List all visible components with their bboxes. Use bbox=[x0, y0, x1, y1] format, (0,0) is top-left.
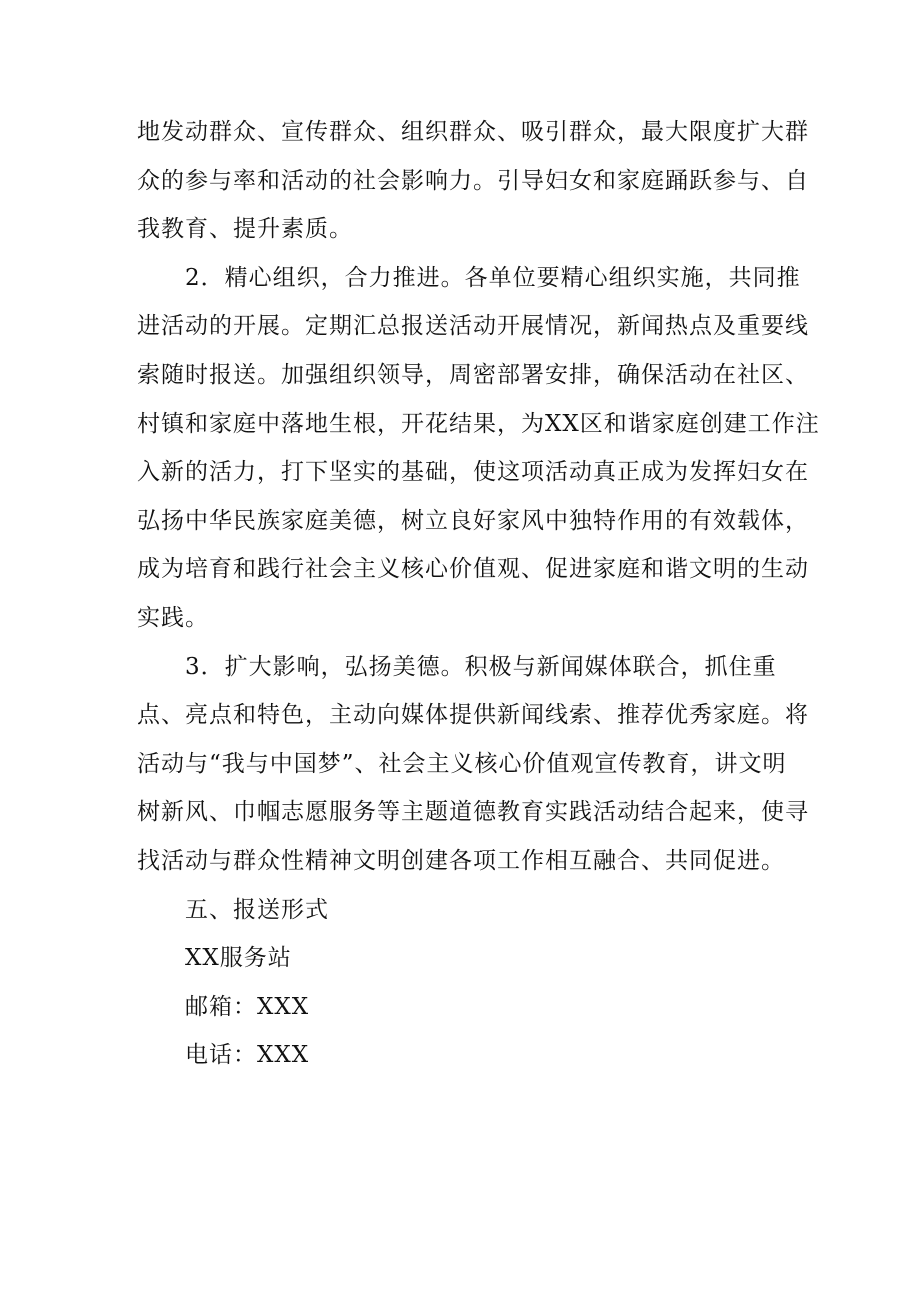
document-body bbox=[137, 108, 820, 1080]
contact-station: XX服务站 bbox=[185, 945, 292, 972]
paragraph-item-2 bbox=[137, 254, 820, 643]
text-line: 地发动群众、宣传群众、组织群众、吸引群众，最大限度扩大群 bbox=[137, 119, 809, 145]
contact-phone: 电话：XXX bbox=[185, 1042, 310, 1069]
text-line: 索随时报送。加强组织领导，周密部署安排，确保活动在社区、 bbox=[137, 361, 809, 388]
text-line: 村镇和家庭中落地生根，开花结果，为XX区和谐家庭创建工作注 bbox=[137, 410, 820, 437]
paragraph-item-3 bbox=[137, 643, 809, 886]
section-heading bbox=[137, 886, 787, 935]
contact-email: 邮箱：XXX bbox=[185, 993, 310, 1020]
text-line: 我教育、提升素质。 bbox=[137, 216, 353, 243]
text-line: 点、亮点和特色，主动向媒体提供新闻线索、推荐优秀家庭。将 bbox=[137, 702, 809, 729]
text-line: 实践。 bbox=[137, 604, 209, 631]
text-line: 活动与“我与中国梦”、社会主义核心价值观宣传教育，讲文明 bbox=[137, 750, 787, 777]
text-line: 成为培育和践行社会主义核心价值观、促进家庭和谐文明的生动 bbox=[137, 556, 809, 583]
text-line: 2．精心组织，合力推进。各单位要精心组织实施，共同推 bbox=[185, 264, 801, 291]
paragraph-continuation bbox=[137, 108, 809, 254]
text-line: 树新风、巾帼志愿服务等主题道德教育实践活动结合起来，使寻 bbox=[137, 799, 809, 826]
text-line: 找活动与群众性精神文明创建各项工作相互融合、共同促进。 bbox=[137, 847, 785, 874]
contact-block bbox=[137, 934, 787, 1080]
text-line: 3．扩大影响，弘扬美德。积极与新闻媒体联合，抓住重 bbox=[185, 653, 777, 680]
text-line: 众的参与率和活动的社会影响力。引导妇女和家庭踊跃参与、自 bbox=[137, 167, 809, 194]
text-line: 弘扬中华民族家庭美德，树立良好家风中独特作用的有效载体， bbox=[137, 507, 809, 534]
text-line: 入新的活力，打下坚实的基础，使这项活动真正成为发挥妇女在 bbox=[137, 459, 809, 486]
section-heading-text: 五、报送形式 bbox=[185, 896, 329, 923]
text-line: 进活动的开展。定期汇总报送活动开展情况，新闻热点及重要线 bbox=[137, 313, 809, 340]
